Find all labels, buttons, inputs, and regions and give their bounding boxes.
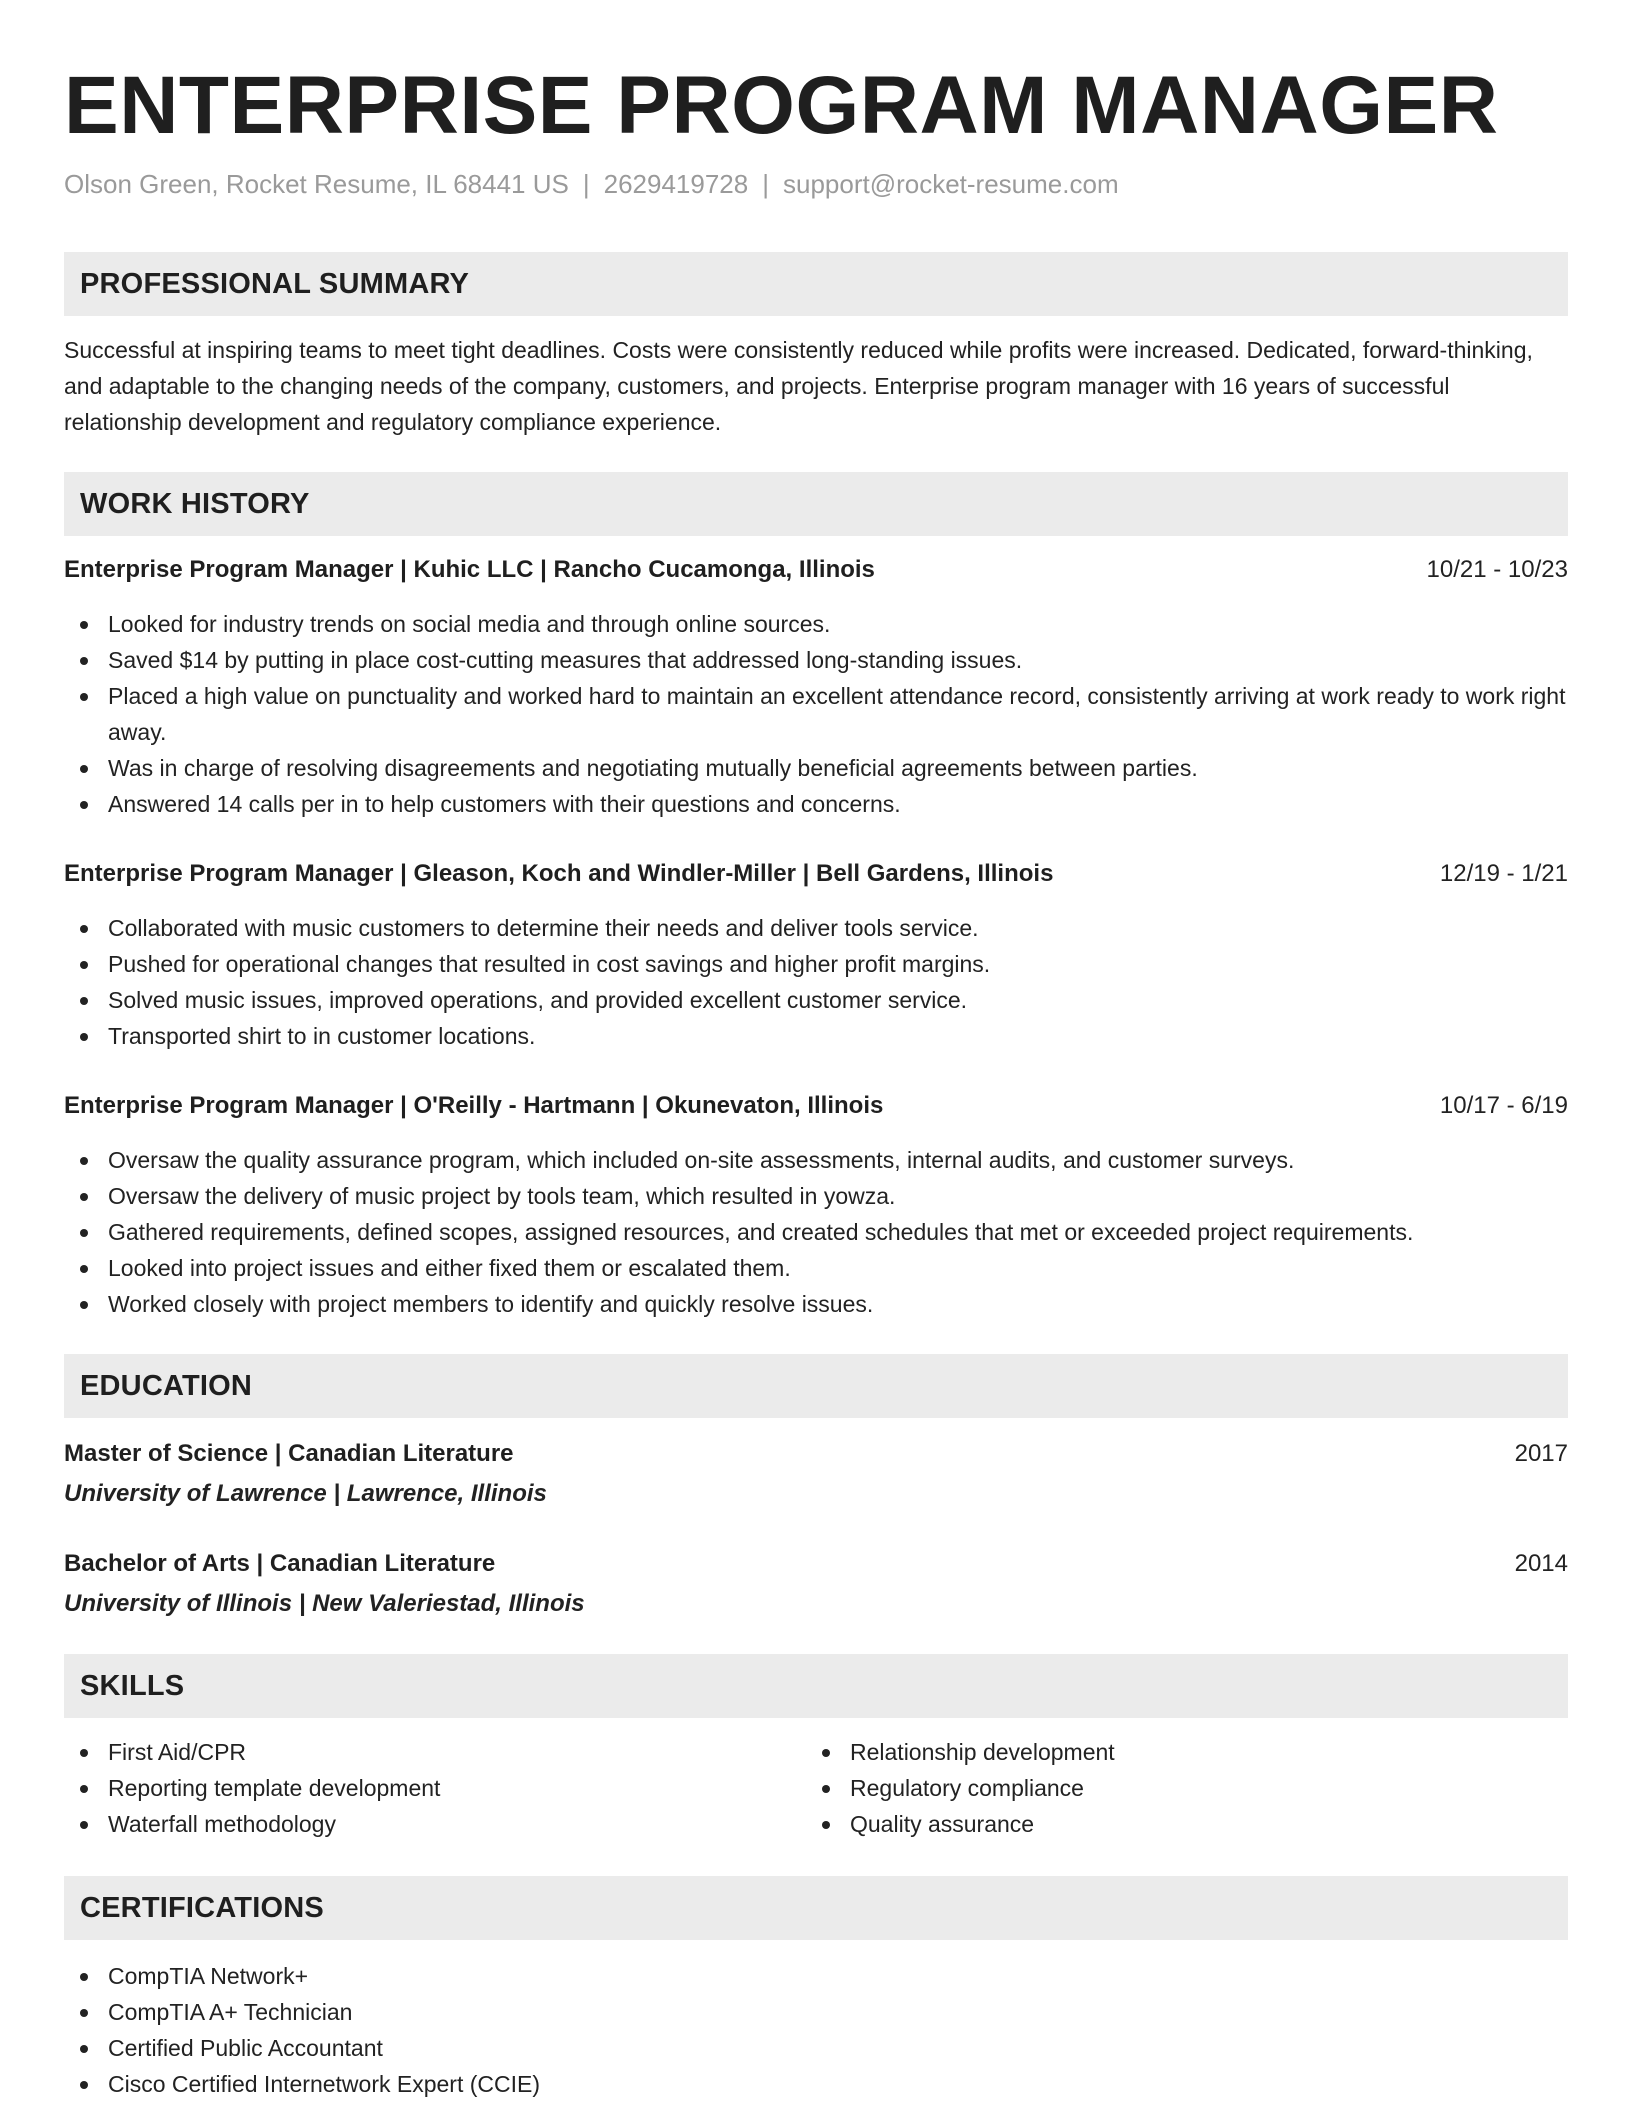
job-dates: 10/17 - 6/19 — [1439, 1092, 1568, 1119]
job-header — [64, 856, 1568, 892]
education-header — [64, 1544, 1568, 1584]
contact-address: Olson Green, Rocket Resume, IL 68441 US — [64, 169, 569, 199]
job-entry — [64, 856, 1568, 1054]
certification-item: CompTIA Network+ — [64, 1958, 1064, 1994]
summary-text: Successful at inspiring teams to meet tight deadlines. Costs were consistently reduced while profits were increased. Dedicated, forward-thinking, and adaptable to the changing needs of the company, customers, and projects. Enterprise program manager with 16 years of successful relationship development and regulatory compliance experience. — [64, 337, 1533, 435]
resume-title: ENTERPRISE PROGRAM MANAGER — [64, 60, 1499, 151]
job-bullet: Oversaw the delivery of music project by tools team, which resulted in yowza. — [64, 1178, 1568, 1214]
contact-separator: | — [762, 169, 769, 199]
skill-item: Regulatory compliance — [806, 1770, 1506, 1806]
section-title: WORK HISTORY — [80, 488, 310, 520]
job-bullet: Answered 14 calls per in to help customers with their questions and concerns. — [64, 786, 1568, 822]
education-degree: Master of Science | Canadian Literature — [64, 1440, 514, 1467]
contact-email: support@rocket-resume.com — [782, 169, 1119, 199]
job-bullet: Placed a high value on punctuality and worked hard to maintain an excellent attendance record, consistently arriving at work ready to work right away. — [64, 678, 1568, 750]
job-bullet: Worked closely with project members to identify and quickly resolve issues. — [64, 1286, 1568, 1322]
skill-item: Quality assurance — [806, 1806, 1506, 1842]
section-title: PROFESSIONAL SUMMARY — [80, 268, 470, 300]
section-title: EDUCATION — [80, 1370, 253, 1402]
education-school: University of Lawrence | Lawrence, Illinois — [64, 1480, 547, 1507]
education-school: University of Illinois | New Valeriestad, Illinois — [64, 1590, 585, 1617]
job-bullets — [64, 1142, 1568, 1322]
job-bullet: Looked for industry trends on social media and through online sources. — [64, 606, 1568, 642]
job-entry — [64, 1088, 1568, 1322]
job-title: Enterprise Program Manager | Kuhic LLC | Rancho Cucamonga, Illinois — [64, 556, 875, 583]
section-title: SKILLS — [80, 1670, 185, 1702]
job-bullets — [64, 910, 1568, 1054]
skills-list-right — [806, 1734, 1506, 1842]
education-entry — [64, 1434, 1568, 1514]
education-year: 2014 — [1514, 1550, 1568, 1577]
certification-item: Certified Public Accountant — [64, 2030, 1064, 2066]
job-bullet: Looked into project issues and either fixed them or escalated them. — [64, 1250, 1568, 1286]
job-title: Enterprise Program Manager | Gleason, Koch and Windler-Miller | Bell Gardens, Illinois — [64, 860, 1054, 887]
job-bullet: Saved $14 by putting in place cost-cutting measures that addressed long-standing issues. — [64, 642, 1568, 678]
job-bullet: Pushed for operational changes that resulted in cost savings and higher profit margins. — [64, 946, 1568, 982]
contact-line — [64, 166, 1119, 202]
contact-separator: | — [582, 169, 590, 199]
skills-list-left — [64, 1734, 764, 1842]
certification-item: CompTIA A+ Technician — [64, 1994, 1064, 2030]
section-header-summary — [64, 252, 1568, 316]
job-bullet: Solved music issues, improved operations, and provided excellent customer service. — [64, 982, 1568, 1018]
job-bullet: Gathered requirements, defined scopes, assigned resources, and created schedules that met or exceeded project requirements. — [64, 1214, 1568, 1250]
education-entry — [64, 1544, 1568, 1624]
skill-item: Relationship development — [806, 1734, 1506, 1770]
job-dates: 10/21 - 10/23 — [1426, 556, 1568, 583]
education-degree: Bachelor of Arts | Canadian Literature — [64, 1550, 496, 1577]
section-header-certifications — [64, 1876, 1568, 1940]
contact-phone: 2629419728 — [603, 169, 749, 199]
skill-item: Reporting template development — [64, 1770, 764, 1806]
job-entry — [64, 552, 1568, 822]
education-year: 2017 — [1514, 1440, 1568, 1467]
job-bullet: Collaborated with music customers to determine their needs and deliver tools service. — [64, 910, 1568, 946]
certification-item: Cisco Certified Internetwork Expert (CCIE) — [64, 2066, 1064, 2102]
education-header — [64, 1434, 1568, 1474]
job-bullet: Was in charge of resolving disagreements and negotiating mutually beneficial agreements between parties. — [64, 750, 1568, 786]
job-title: Enterprise Program Manager | O'Reilly - Hartmann | Okunevaton, Illinois — [64, 1092, 884, 1119]
certifications-list — [64, 1958, 1064, 2102]
job-header — [64, 552, 1568, 588]
job-bullets — [64, 606, 1568, 822]
job-header — [64, 1088, 1568, 1124]
skill-item: Waterfall methodology — [64, 1806, 764, 1842]
skill-item: First Aid/CPR — [64, 1734, 764, 1770]
job-bullet: Oversaw the quality assurance program, which included on-site assessments, internal audits, and customer surveys. — [64, 1142, 1568, 1178]
section-header-work-history — [64, 472, 1568, 536]
section-header-skills — [64, 1654, 1568, 1718]
job-dates: 12/19 - 1/21 — [1439, 860, 1568, 887]
section-header-education — [64, 1354, 1568, 1418]
job-bullet: Transported shirt to in customer locations. — [64, 1018, 1568, 1054]
section-title: CERTIFICATIONS — [80, 1892, 324, 1924]
